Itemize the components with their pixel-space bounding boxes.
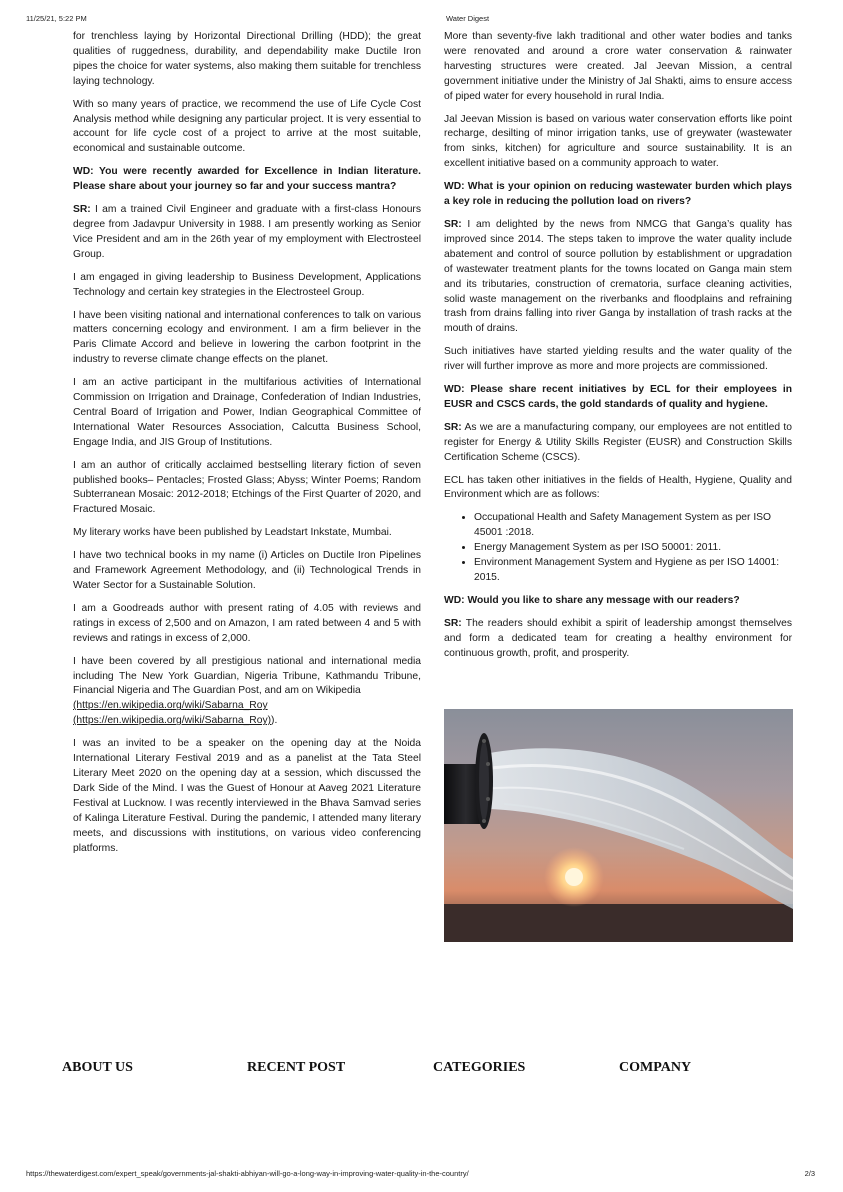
paragraph: I have two technical books in my name (i) Articles on Ductile Iron Pipelines and Framework Agreement Methodology, and (ii) Technological Trends in Water Sector for a Sustainable Solution. [73, 550, 421, 591]
interview-question: WD: You were recently awarded for Excellence in Indian literature. Please share about your journey so far and your success mantra? [73, 166, 421, 193]
page-number: 2/3 [804, 1169, 815, 1178]
paragraph: for trenchless laying by Horizontal Directional Drilling (HDD); the great qualities of ruggedness, durability, and dependability make Ductile Iron pipes the choice for water systems, also making them suitable for trenchless laying technology. [73, 31, 421, 87]
answer-text: I am delighted by the news from NMCG that Ganga’s quality has improved since 2014. The steps taken to improve the water quality include abatement and control of source pollution by establishment or upgradation of wastewater treatment plants for the towns located on Ganga main stem and its tributaries, construction of crematoria, surface cleaning activities, solid waste management on the riverbanks and floodplains and refraining trash from drains falling into river Ganga by installation of trash racks at the mouth of drains. [444, 218, 792, 335]
paragraph [73, 655, 421, 730]
interview-question: WD: What is your opinion on reducing wastewater burden which plays a key role in reducing the pollution load on rivers? [444, 181, 792, 208]
wikipedia-link[interactable]: (https://en.wikipedia.org/wiki/Sabarna_Roy [73, 700, 268, 712]
water-pipe-photo [444, 709, 793, 942]
article-right-column [444, 30, 792, 670]
site-title: Water Digest [446, 14, 490, 23]
paragraph-end: ). [271, 715, 278, 727]
initiatives-list [444, 511, 792, 586]
paragraph: My literary works have been published by Leadstart Inkstate, Mumbai. [73, 527, 392, 539]
print-header [0, 14, 843, 26]
interview-answer [444, 218, 792, 337]
interview-question: WD: Would you like to share any message with our readers? [444, 594, 740, 606]
list-item: • Environment Management System and Hygiene as per ISO 14001: 2015. [474, 556, 792, 586]
paragraph: I am engaged in giving leadership to Business Development, Applications Technology and certain key strategies in the Electrosteel Group. [73, 271, 421, 298]
speaker-label: SR: [444, 218, 462, 230]
photo-illustration [444, 709, 793, 942]
footer-heading-about-us[interactable]: ABOUT US [62, 1060, 133, 1075]
wikipedia-link[interactable]: (https://en.wikipedia.org/wiki/Sabarna_Roy) [73, 715, 272, 727]
article-left-column [73, 30, 421, 864]
site-footer-nav [0, 1060, 843, 1080]
print-footer [0, 1169, 843, 1181]
interview-answer [444, 421, 792, 466]
speaker-label: SR: [444, 421, 462, 433]
interview-answer [444, 617, 792, 662]
paragraph: Jal Jeevan Mission is based on various water conservation efforts like point recharge, desilting of minor irrigation tanks, use of greywater (wastewater from sinks, kitchen) for agriculture and source sustainability. It is an excellent initiative based on a community approach to water. [444, 113, 792, 170]
speaker-label: SR: [444, 617, 462, 629]
paragraph-text: I have been covered by all prestigious national and international media including The New York Guardian, Nigeria Tribune, Kathmandu Tribune, Financial Nigeria and The Guardian Post, and am on Wikipedia [73, 655, 421, 697]
answer-text: As we are a manufacturing company, our employees are not entitled to register for Energy & Utility Skills Register (EUSR) and Construction Skills Certification Scheme (CSCS). [444, 421, 792, 463]
paragraph: I am a Goodreads author with present rating of 4.05 with reviews and ratings in excess of 2,500 and on Amazon, I am rated between 4 and 5 with reviews and ratings in excess of 2,000. [73, 602, 421, 644]
answer-text: The readers should exhibit a spirit of leadership amongst themselves and form a dedicated team for creating a healthy environment for continuous growth, profit, and prosperity. [444, 617, 792, 659]
paragraph: I was an invited to be a speaker on the opening day at the Noida International Literary Festival 2019 and as a panelist at the Tata Steel Literary Meet 2020 on the opening day at a session, which discussed the Dark Side of the Mind. I was the Guest of Honour at Aaveg 2021 Literature Festival at Lucknow. I was recently interviewed in the Bhava Samvad series of Kalinga Literature Festival. During the pandemic, I attended many literary meets, and discussions with institutions, on various video conferencing platforms. [73, 738, 421, 854]
paragraph: With so many years of practice, we recommend the use of Life Cycle Cost Analysis method while designing any particular project. It is very essential to account for life cycle cost of a project to arrive at the most suitable, economical and sustainable outcome. [73, 98, 421, 155]
list-item: • Energy Management System as per ISO 50001: 2011. [474, 541, 792, 556]
list-item: • Occupational Health and Safety Management System as per ISO 45001 :2018. [474, 511, 792, 541]
paragraph: Such initiatives have started yielding results and the water quality of the river will further improve as more and more projects are commissioned. [444, 346, 792, 373]
speaker-label: SR: [73, 204, 91, 216]
answer-text: I am a trained Civil Engineer and graduate with a first-class Honours degree from Jadavpur University in 1988. I am presently working as Senior Vice President and am in the 26th year of my employment with Electrosteel Group. [73, 204, 421, 260]
paragraph: I have been visiting national and international conferences to talk on various matters concerning ecology and environment. I am a firm believer in the Paris Climate Accord and believe in lowering the carbon footprint in the industry to reverse climate change effects on the planet. [73, 309, 421, 366]
footer-heading-recent-post[interactable]: RECENT POST [247, 1060, 346, 1075]
footer-heading-categories[interactable]: CATEGORIES [433, 1060, 526, 1075]
footer-heading-company[interactable]: COMPANY [619, 1060, 692, 1075]
print-datetime: 11/25/21, 5:22 PM [26, 14, 87, 23]
interview-question: WD: Please share recent initiatives by ECL for their employees in EUSR and CSCS cards, the gold standards of quality and hygiene. [444, 384, 792, 410]
paragraph: ECL has taken other initiatives in the fields of Health, Hygiene, Quality and Environment which are as follows: [444, 474, 792, 501]
page-url: https://thewaterdigest.com/expert_speak/governments-jal-shakti-abhiyan-will-go-a-long-way-in-improving-water-quality-in-the-country/ [26, 1169, 469, 1178]
paragraph: I am an active participant in the multifarious activities of International Commission on Irrigation and Drainage, Confederation of Indian Industries, Central Board of Irrigation and Power, Indian Geographical Committee of International Water Resources Association, Calcutta Business School, Engage India, and JIS Group of Institutions. [73, 377, 421, 448]
paragraph: More than seventy-five lakh traditional and other water bodies and tanks were renovated and around a crore water conservation & rainwater harvesting structures were created. Jal Jeevan Mission, a central government initiative under the Ministry of Jal Shakti, aims to ensure access of piped water for every household in rural India. [444, 31, 792, 102]
paragraph: I am an author of critically acclaimed bestselling literary fiction of seven published books– Pentacles; Frosted Glass; Abyss; Winter Poems; Random Subterranean Mosaic: 2012-2018; Etchings of the First Quarter of 2020, and Fractured Mosaic. [73, 459, 421, 516]
interview-answer [73, 203, 421, 263]
